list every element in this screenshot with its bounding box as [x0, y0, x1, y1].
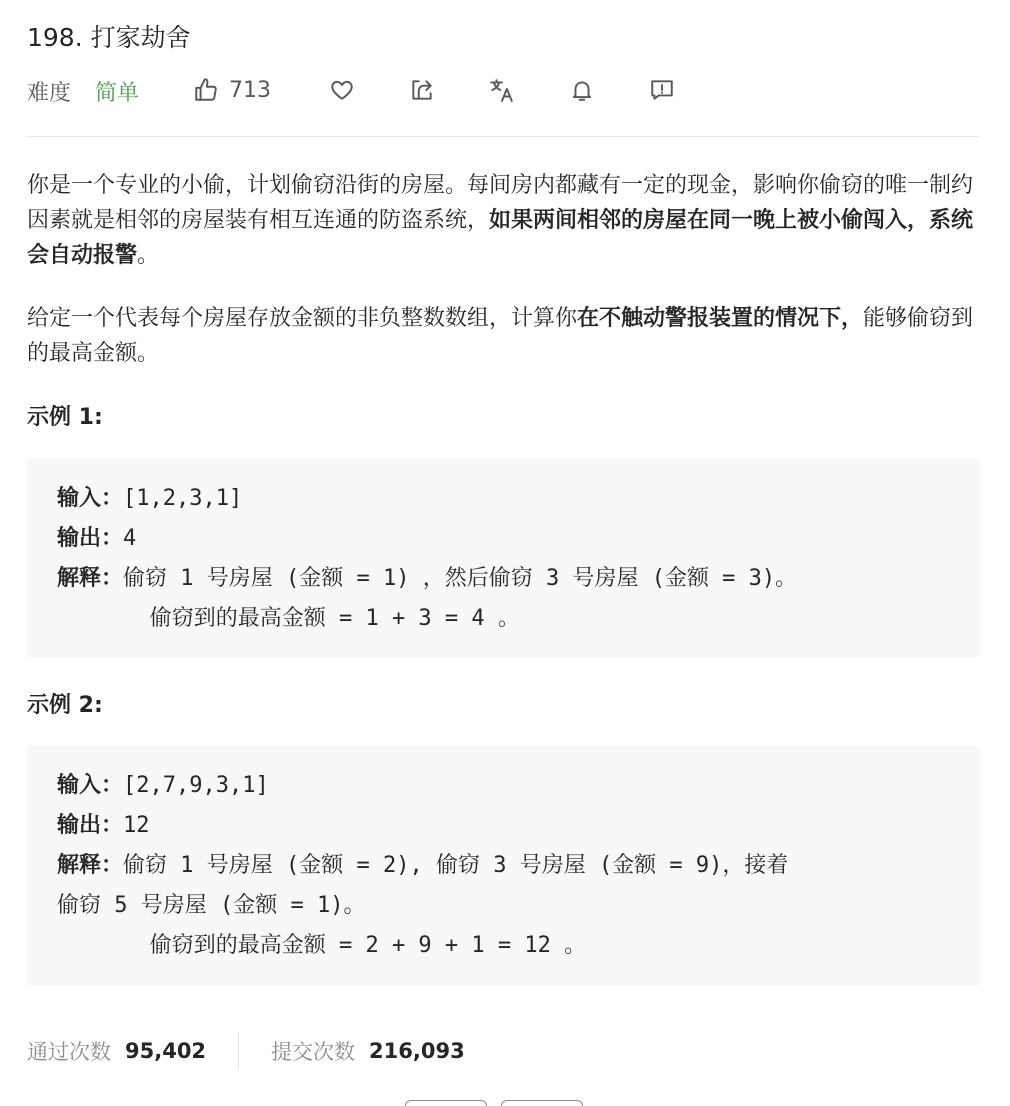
submitted-count: 216,093: [369, 1039, 465, 1063]
example-input-line: [57, 479, 980, 519]
favorite-button[interactable]: [329, 72, 355, 108]
translate-button[interactable]: [489, 72, 515, 108]
description-emphasis: 在不触动警报装置的情况下，: [577, 306, 864, 331]
description-paragraph-1: [27, 168, 977, 273]
explain-text: 偷窃 1 号房屋 (金额 = 2), 偷窃 3 号房屋 (金额 = 9)，接着: [123, 853, 789, 878]
example-output-line: [57, 806, 980, 846]
bottom-action-button-1[interactable]: [405, 1100, 487, 1106]
example-explain-line: 偷窃到的最高金额 = 2 + 9 + 1 = 12 。: [57, 933, 587, 958]
bell-icon: [569, 77, 595, 103]
example-explain-line: 偷窃 5 号房屋 (金额 = 1)。: [57, 893, 366, 918]
accepted-label: 通过次数: [27, 1040, 111, 1064]
difficulty-badge: 简单: [95, 81, 140, 106]
example-1-code-block: [27, 459, 980, 657]
translate-icon: [489, 77, 515, 103]
header-divider: [27, 136, 980, 137]
share-icon: [409, 77, 435, 103]
feedback-icon: [649, 77, 675, 103]
example-input-line: [57, 766, 980, 806]
example-2-code-block: [27, 746, 980, 986]
example-explain-line: [57, 559, 980, 599]
description-text: 你是一个专业的小偷，计划偷窃沿街的房屋。每间房内都藏有一定的现金，影响你偷窃的唯一制约因素就是相邻的房屋装有相互连通的防盗系统，: [27, 173, 974, 233]
example-explain-line: [57, 846, 980, 886]
submission-stats: [27, 1032, 465, 1070]
stats-divider: [238, 1032, 239, 1070]
input-label: 输入：: [57, 486, 124, 511]
accepted-count: 95,402: [125, 1039, 207, 1063]
input-value: [1,2,3,1]: [123, 486, 243, 511]
thumbs-up-icon: [193, 77, 219, 103]
notify-button[interactable]: [569, 72, 595, 108]
feedback-button[interactable]: [649, 72, 675, 108]
example-2-title: 示例 2:: [27, 693, 103, 718]
bottom-action-button-2[interactable]: [501, 1100, 583, 1106]
description-text: 能够偷窃到的最高金额。: [27, 306, 974, 366]
example-explain-line: 偷窃到的最高金额 = 1 + 3 = 4 。: [57, 606, 520, 631]
description-text: 给定一个代表每个房屋存放金额的非负整数数组，计算你: [27, 306, 578, 331]
like-button[interactable]: [193, 72, 271, 108]
description-emphasis: 如果两间相邻的房屋在同一晚上被小偷闯入，系统会自动报警: [27, 208, 974, 268]
output-label: 输出：: [57, 526, 124, 551]
output-label: 输出：: [57, 813, 124, 838]
example-1-title: 示例 1:: [27, 405, 103, 430]
problem-meta-bar: [27, 72, 727, 108]
problem-title: 198. 打家劫舍: [27, 23, 191, 52]
example-output-line: [57, 519, 980, 559]
explain-label: 解释：: [57, 566, 124, 591]
output-value: 4: [123, 526, 137, 551]
description-paragraph-2: [27, 301, 977, 371]
explain-text: 偷窃 1 号房屋 (金额 = 1) ，然后偷窃 3 号房屋 (金额 = 3)。: [123, 566, 798, 591]
heart-icon: [329, 77, 355, 103]
like-count: 713: [229, 77, 271, 103]
share-button[interactable]: [409, 72, 435, 108]
output-value: 12: [123, 813, 150, 838]
explain-label: 解释：: [57, 853, 124, 878]
difficulty-label: 难度: [27, 81, 72, 106]
input-label: 输入：: [57, 773, 124, 798]
input-value: [2,7,9,3,1]: [123, 773, 269, 798]
description-text: 。: [137, 243, 160, 268]
submitted-label: 提交次数: [271, 1040, 356, 1064]
